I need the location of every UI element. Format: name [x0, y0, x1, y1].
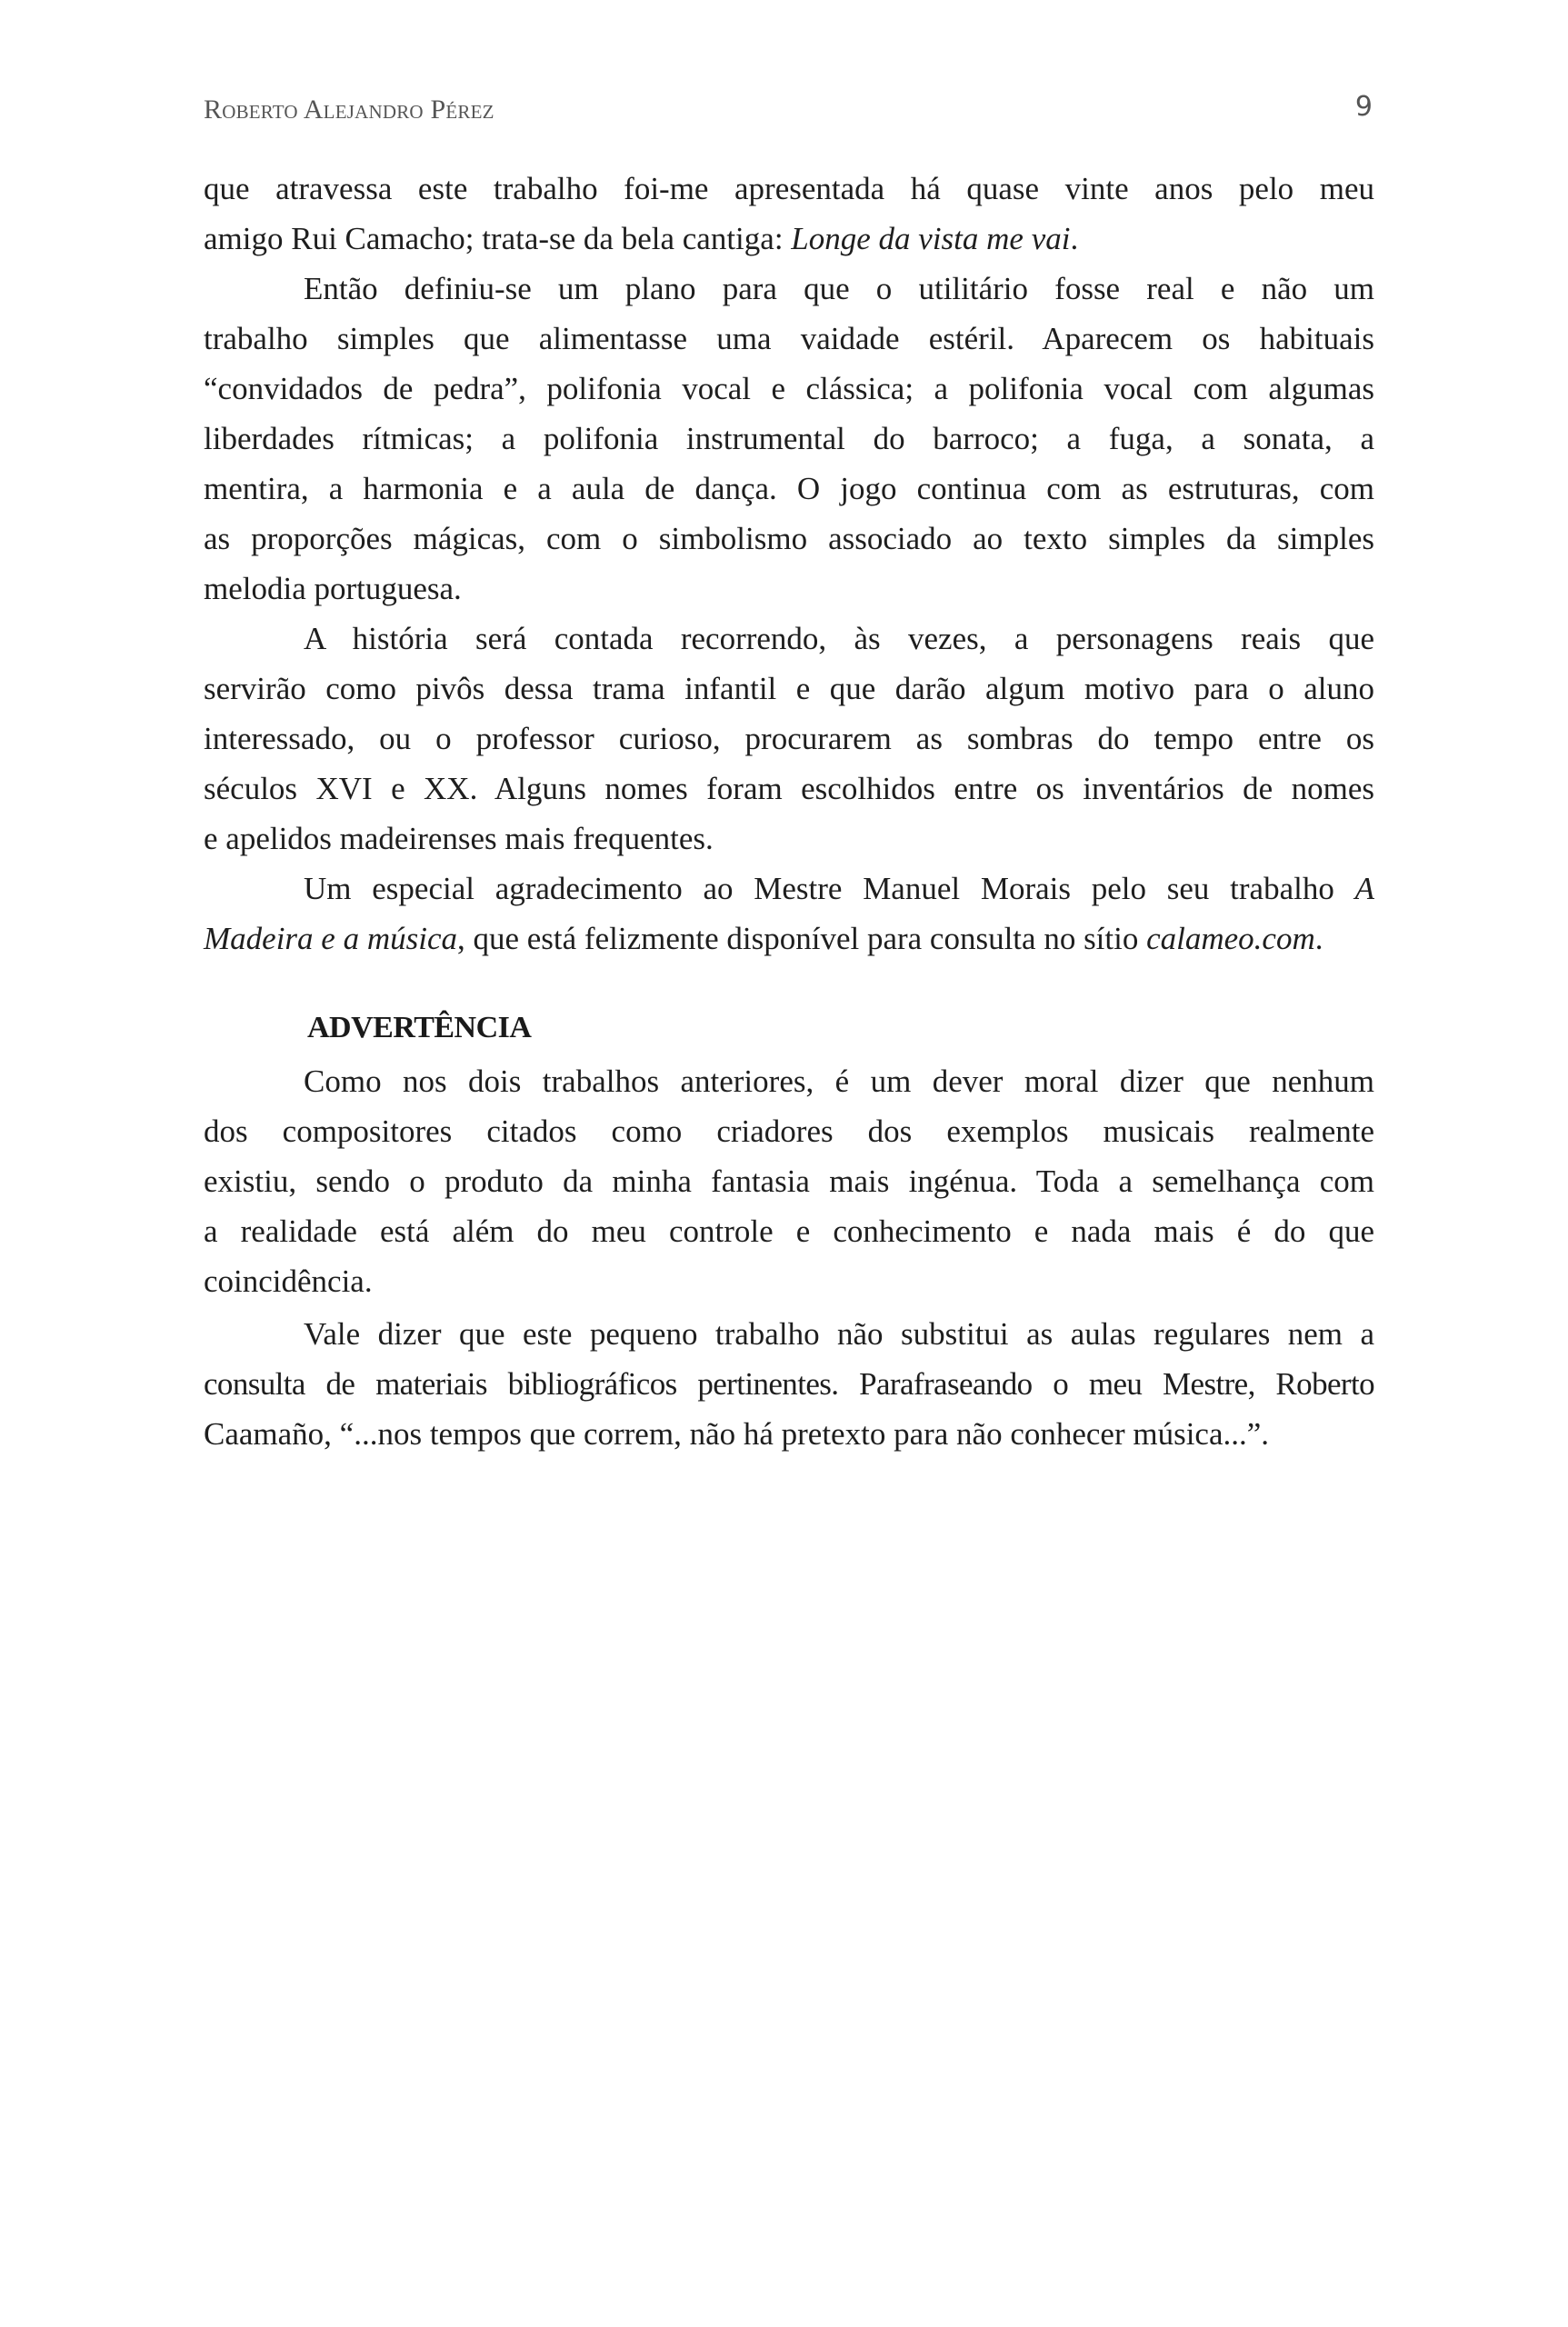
text-line	[204, 464, 1374, 514]
text-run: interessado, ou o professor curioso, procurarem as sombras do tempo entre os	[204, 721, 1374, 756]
text-line	[204, 714, 1374, 764]
text-line	[204, 664, 1374, 714]
text-run: A história será contada recorrendo, às vezes, a personagens reais que	[304, 621, 1374, 656]
text-run: existiu, sendo o produto da minha fantasia mais ingénua. Toda a semelhança com	[204, 1164, 1374, 1199]
text-line	[204, 414, 1374, 464]
text-line	[304, 1056, 1374, 1106]
text-run: e apelidos madeirenses mais frequentes.	[204, 821, 714, 856]
text-run: que atravessa este trabalho foi-me apresentada há quase vinte anos pelo meu	[204, 171, 1374, 206]
website-name: calameo.com	[1146, 921, 1315, 956]
text-line	[304, 614, 1374, 664]
text-run: .	[1070, 221, 1079, 256]
text-line	[204, 314, 1374, 364]
page-number: 9	[1354, 91, 1373, 123]
text-run: , que está felizmente disponível para consulta no sítio	[456, 921, 1147, 956]
text-line	[204, 164, 1374, 214]
text-run: coincidência.	[204, 1263, 373, 1299]
text-line	[304, 864, 1374, 914]
text-run: dos compositores citados como criadores dos exemplos musicais realmente	[204, 1114, 1374, 1149]
section-heading: ADVERTÊNCIA	[307, 1011, 532, 1044]
text-line	[204, 364, 1374, 414]
text-line	[204, 764, 1374, 814]
text-line	[304, 1309, 1374, 1359]
work-title: Madeira e a música	[204, 921, 457, 956]
text-line	[204, 814, 1374, 864]
text-run: liberdades rítmicas; a polifonia instrumental do barroco; a fuga, a sonata, a	[204, 421, 1374, 456]
text-line	[204, 1206, 1374, 1256]
song-title: Longe da vista me vai	[791, 221, 1071, 256]
text-run: Vale dizer que este pequeno trabalho não substitui as aulas regulares nem a	[304, 1316, 1374, 1352]
text-line	[204, 1409, 1374, 1459]
text-run: melodia portuguesa.	[204, 571, 462, 606]
text-run: Como nos dois trabalhos anteriores, é um dever moral dizer que nenhum	[304, 1064, 1374, 1099]
text-run: consulta de materiais bibliográficos pertinentes. Parafraseando o meu Mestre, Roberto	[204, 1366, 1374, 1402]
text-run: as proporções mágicas, com o simbolismo associado ao texto simples da simples	[204, 521, 1374, 556]
text-line	[204, 214, 1374, 264]
text-run: mentira, a harmonia e a aula de dança. O jogo continua com as estruturas, com	[204, 471, 1374, 506]
text-line	[204, 564, 1374, 614]
text-run: Um especial agradecimento ao Mestre Manuel Morais pelo seu trabalho	[304, 871, 1355, 906]
text-run: Então definiu-se um plano para que o utilitário fosse real e não um	[304, 271, 1374, 306]
text-line	[204, 1256, 1374, 1306]
text-line	[204, 1156, 1374, 1206]
text-line	[204, 1359, 1374, 1409]
text-run: Caamaño, “...nos tempos que correm, não há pretexto para não conhecer música...”.	[204, 1416, 1270, 1452]
text-run: “convidados de pedra”, polifonia vocal e clássica; a polifonia vocal com algumas	[204, 371, 1374, 406]
work-title: A	[1354, 871, 1374, 906]
text-line	[304, 264, 1374, 314]
text-run: séculos XVI e XX. Alguns nomes foram escolhidos entre os inventários de nomes	[204, 771, 1374, 806]
running-head-author: Roberto Alejandro Pérez	[204, 95, 494, 125]
text-line	[204, 1106, 1374, 1156]
text-run: .	[1314, 921, 1323, 956]
text-line	[204, 514, 1374, 564]
text-run: amigo Rui Camacho; trata-se da bela cantiga:	[204, 221, 792, 256]
text-line	[204, 914, 1374, 964]
text-run: servirão como pivôs dessa trama infantil e que darão algum motivo para o aluno	[204, 671, 1374, 706]
text-run: trabalho simples que alimentasse uma vaidade estéril. Aparecem os habituais	[204, 321, 1374, 356]
text-run: a realidade está além do meu controle e conhecimento e nada mais é do que	[204, 1213, 1374, 1249]
